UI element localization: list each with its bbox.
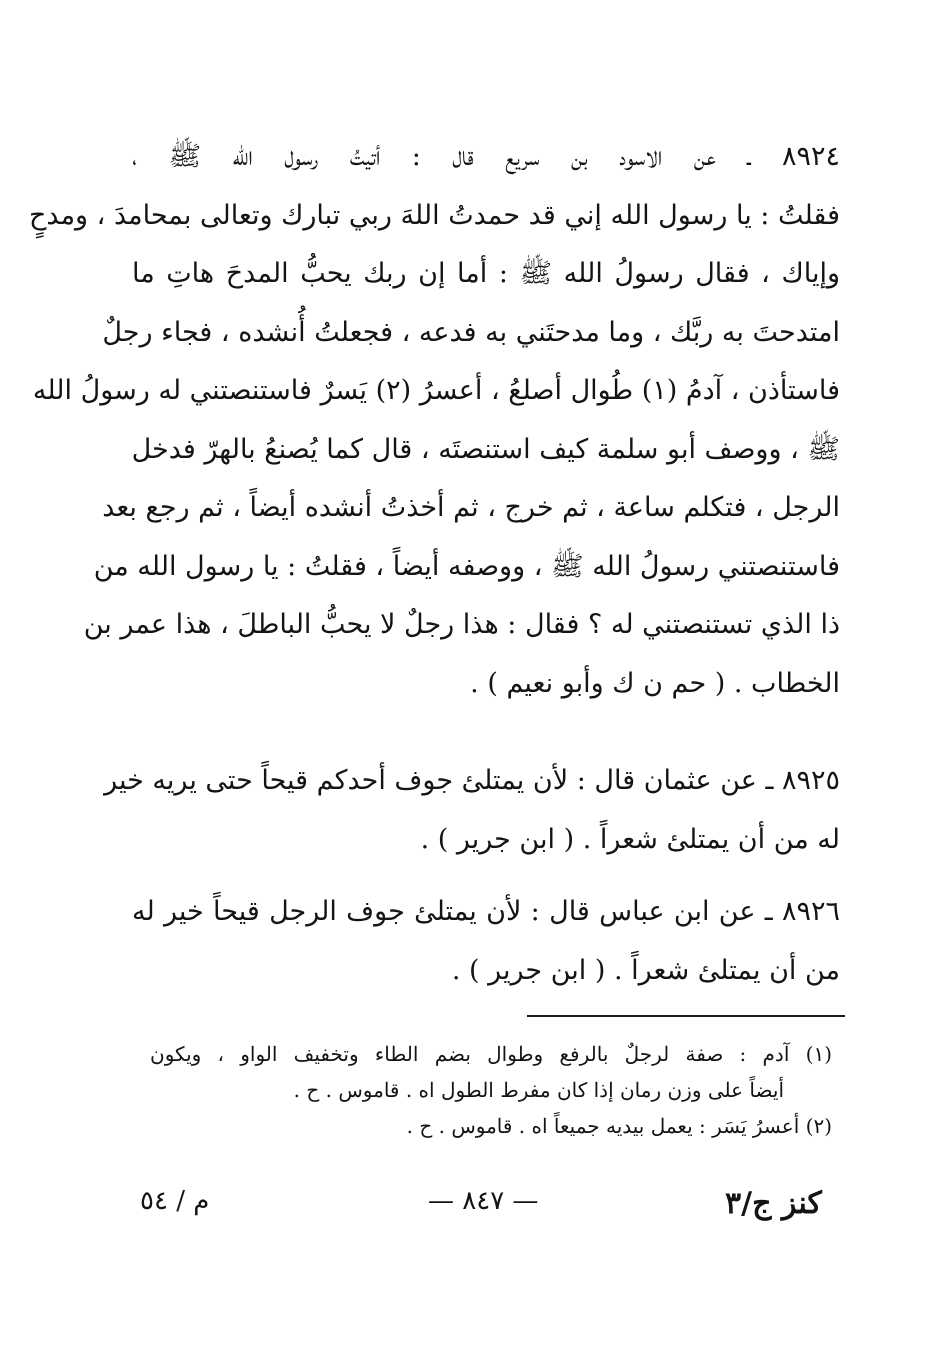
footnote-divider: [527, 1015, 845, 1017]
hadith-8926: [132, 883, 840, 1000]
text-line: الخطاب . ( حم ن ك وأبو نعيم ) .: [470, 667, 840, 699]
page-number: — ٨٤٧ —: [428, 1186, 539, 1216]
signature-mark: م / ٥٤: [140, 1186, 210, 1216]
footnote-line: (٢) أعسرُ يَسَر : يعمل بيديه جميعاً اه . قاموس . ح .: [406, 1114, 832, 1138]
text-line: ٨٩٢٦ ـ عن ابن عباس قال : لأن يمتلئ جوف الرجل قيحاً خير له: [132, 896, 840, 927]
text-line: ﷺ ، ووصف أبو سلمة كيف استنصتَه ، قال كما يُصنعُ بالهرّ فدخل: [131, 433, 840, 465]
text-line: امتدحتَ به ربَّك ، وما مدحتَني به فدعه ، فجعلتُ أُنشده ، فجاء رجلٌ: [102, 316, 840, 348]
text-line: فقلتُ : يا رسول الله إني قد حمدتُ اللهَ ربي تبارك وتعالى بمحامدَ ، ومدحٍ: [28, 199, 840, 231]
text-line: من أن يمتلئ شعراً . ( ابن جرير ) .: [451, 954, 840, 986]
text-line: ذا الذي تستنصتني له ؟ فقال : هذا رجلٌ لا يحبُّ الباطلَ ، هذا عمر بن: [83, 609, 840, 640]
text-line: ٨٩٢٥ ـ عن عثمان قال : لأن يمتلئ جوف أحدكم قيحاً حتى يريه خير: [104, 765, 840, 796]
footnotes: [150, 1036, 832, 1144]
text-line: فاستأذن ، آدمُ (١) طُوال أصلعُ ، أعسرُ (٢) يَسرٌ فاستنصتني له رسولُ الله: [32, 375, 840, 406]
text-line: الرجل ، فتكلم ساعة ، ثم خرج ، ثم أخذتُ أنشده أيضاً ، ثم رجع بعد: [102, 492, 840, 523]
text-line: ٨٩٢٤ ـ عن الاسود بن سريع قال : أتيتُ رسول الله ﷺ ،: [132, 141, 840, 172]
footnote-line: أيضاً على وزن رمان إذا كان مفرط الطول اه . قاموس . ح .: [293, 1078, 784, 1102]
text-line: وإياك ، فقال رسولُ الله ﷺ : أما إن ربك يحبُّ المدحَ هاتِ ما: [132, 258, 840, 289]
footnote-line: (١) آدم : صفة لرجلٌ بالرفع وطوال بضم الطاء وتخفيف الواو ، ويكون: [150, 1042, 832, 1066]
hadith-8924: [28, 128, 840, 713]
text-line: فاستنصتني رسولُ الله ﷺ ، ووصفه أيضاً ، فقلتُ : يا رسول الله من: [93, 550, 840, 582]
hadith-8925: [104, 752, 840, 869]
text-line: له من أن يمتلئ شعراً . ( ابن جرير ) .: [420, 823, 840, 855]
volume-label: كنز ج/٣: [725, 1186, 822, 1221]
